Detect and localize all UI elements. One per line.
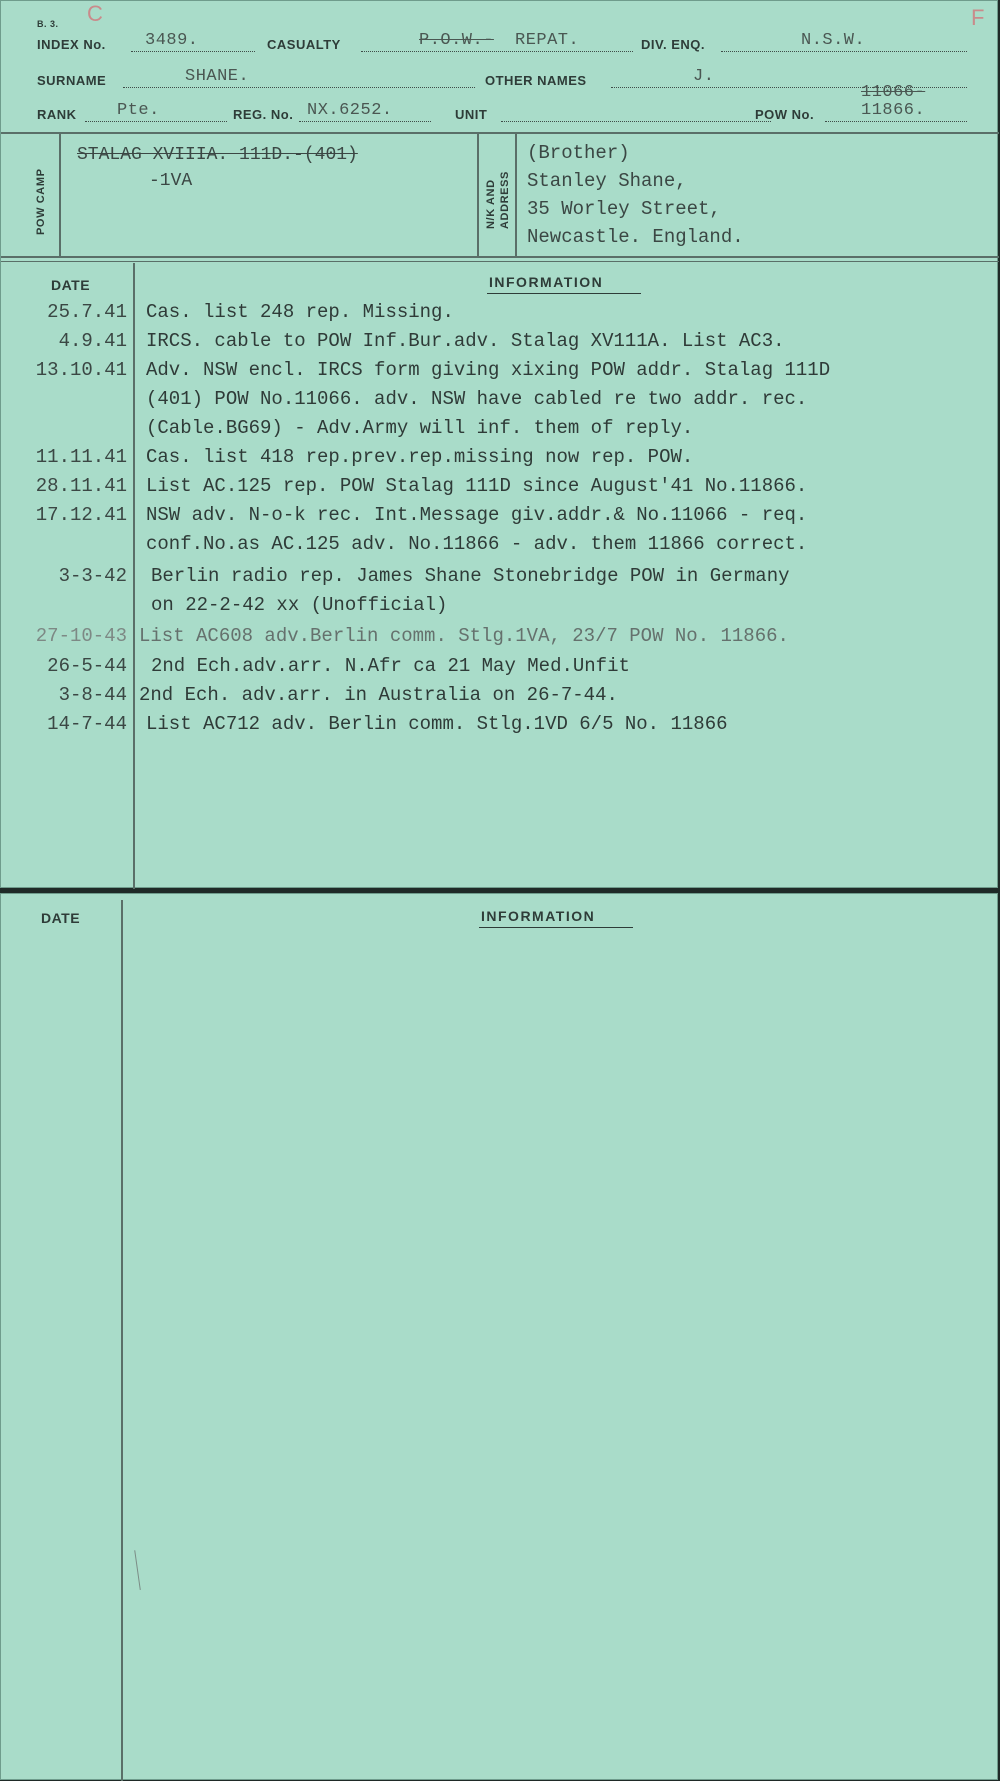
table-row xyxy=(1,475,999,503)
index-label: INDEX No. xyxy=(37,37,106,52)
index-dotline xyxy=(131,51,255,52)
header-row-3 xyxy=(37,83,963,129)
row-text: 2nd Ech.adv.arr. N.Afr ca 21 May Med.Unfit xyxy=(151,655,630,677)
form-code: B. 3. xyxy=(37,19,59,29)
row-text: (401) POW No.11066. adv. NSW have cabled re two addr. rec. xyxy=(146,388,808,410)
reg-no-label: REG. No. xyxy=(233,107,294,122)
rule-camp-nok xyxy=(477,132,479,256)
row-date: 4.9.41 xyxy=(58,330,127,352)
information-header: INFORMATION xyxy=(489,274,604,290)
header-row-1 xyxy=(37,31,963,59)
row-date: 3-8-44 xyxy=(58,684,127,706)
casualty-value: REPAT. xyxy=(515,31,580,50)
nok-line: Newcastle. England. xyxy=(527,226,744,248)
row-date: 14-7-44 xyxy=(47,713,127,735)
row-date: 11.11.41 xyxy=(35,446,127,468)
table-row xyxy=(1,625,999,653)
rank-value: Pte. xyxy=(117,101,160,120)
camp-line-2: -1VA xyxy=(149,171,193,191)
row-date: 3-3-42 xyxy=(58,565,127,587)
table-row-cont xyxy=(1,388,999,416)
table-row xyxy=(1,359,999,387)
rule-nok-label xyxy=(515,132,517,256)
row-date: 28.11.41 xyxy=(35,475,127,497)
rule-under-header xyxy=(1,132,999,134)
row-date: 17.12.41 xyxy=(35,504,127,526)
nok-address xyxy=(527,139,744,251)
pow-no-value: 11866. xyxy=(861,101,926,120)
rank-dotline xyxy=(85,121,227,122)
pencil-mark-left: C xyxy=(87,1,103,26)
pencil-stroke xyxy=(134,1550,143,1590)
other-names-value: J. xyxy=(693,67,715,86)
row-text: (Cable.BG69) - Adv.Army will inf. them of reply. xyxy=(146,417,694,439)
rule-date-column-back xyxy=(121,900,123,1781)
record-card-front xyxy=(0,0,998,888)
reg-no-dotline xyxy=(299,121,431,122)
unit-label: UNIT xyxy=(455,107,488,122)
table-row xyxy=(1,655,999,683)
index-value: 3489. xyxy=(145,31,199,50)
table-row xyxy=(1,713,999,741)
table-row xyxy=(1,330,999,358)
surname-label: SURNAME xyxy=(37,73,107,88)
information-underline-back xyxy=(479,927,633,928)
rule-above-table-2 xyxy=(1,261,999,262)
row-text: List AC712 adv. Berlin comm. Stlg.1VD 6/5 No. 11866 xyxy=(146,713,728,735)
pencil-mark-right: F xyxy=(971,5,985,30)
reg-no-value: NX.6252. xyxy=(307,101,393,120)
row-text: List AC.125 rep. POW Stalag 111D since August'41 No.11866. xyxy=(146,475,808,497)
rank-label: RANK xyxy=(37,107,77,122)
header-row-2 xyxy=(37,67,963,95)
row-text: NSW adv. N-o-k rec. Int.Message giv.addr.& No.11066 - req. xyxy=(146,504,808,526)
table-row xyxy=(1,565,999,593)
row-text: on 22-2-42 xx (Unofficial) xyxy=(151,594,448,616)
camp-struck-line: STALAG XVIIIA. 111D.-(401) xyxy=(77,145,358,165)
row-date: 13.10.41 xyxy=(35,359,127,381)
nok-line: 35 Worley Street, xyxy=(527,198,721,220)
row-text: Cas. list 418 rep.prev.rep.missing now rep. POW. xyxy=(146,446,694,468)
table-row xyxy=(1,301,999,329)
information-underline xyxy=(487,293,641,294)
row-date: 25.7.41 xyxy=(47,301,127,323)
unit-dotline xyxy=(501,121,771,122)
table-row xyxy=(1,446,999,474)
date-header-back: DATE xyxy=(41,910,81,926)
row-date: 27-10-43 xyxy=(35,625,127,647)
row-text: IRCS. cable to POW Inf.Bur.adv. Stalag XV111A. List AC3. xyxy=(146,330,785,352)
table-row-cont xyxy=(1,533,999,561)
table-row-cont xyxy=(1,417,999,445)
table-row xyxy=(1,504,999,532)
row-text: 2nd Ech. adv.arr. in Australia on 26-7-44. xyxy=(139,684,618,706)
div-enq-value: N.S.W. xyxy=(801,31,866,50)
pow-camp-label: POW CAMP xyxy=(35,168,47,235)
nok-line: Stanley Shane, xyxy=(527,170,687,192)
record-card-back xyxy=(0,893,998,1780)
nok-line: (Brother) xyxy=(527,142,630,164)
row-text: Cas. list 248 rep. Missing. xyxy=(146,301,454,323)
table-row-cont xyxy=(1,594,999,622)
row-text: conf.No.as AC.125 adv. No.11866 - adv. them 11866 correct. xyxy=(146,533,808,555)
pow-no-dotline xyxy=(825,121,967,122)
div-enq-dotline xyxy=(721,51,967,52)
row-text: List AC608 adv.Berlin comm. Stlg.1VA, 23/7 POW No. 11866. xyxy=(139,625,789,647)
casualty-label: CASUALTY xyxy=(267,37,341,52)
table-row xyxy=(1,684,999,712)
pow-no-struck: 11066- xyxy=(861,83,926,102)
surname-value: SHANE. xyxy=(185,67,250,86)
casualty-dotline xyxy=(361,51,633,52)
nok-label-2: ADDRESS xyxy=(499,171,511,229)
div-enq-label: DIV. ENQ. xyxy=(641,37,705,52)
rule-camp-label xyxy=(59,132,61,256)
nok-label-1: N/K AND xyxy=(485,179,497,229)
other-names-label: OTHER NAMES xyxy=(485,73,587,88)
row-text: Adv. NSW encl. IRCS form giving xixing POW addr. Stalag 111D xyxy=(146,359,831,381)
rule-above-table xyxy=(1,256,999,258)
casualty-struck: P.O.W.- xyxy=(419,31,494,50)
row-text: Berlin radio rep. James Shane Stonebridge POW in Germany xyxy=(151,565,790,587)
surname-dotline xyxy=(123,87,475,88)
date-header: DATE xyxy=(51,277,91,293)
information-header-back: INFORMATION xyxy=(481,908,596,924)
row-date: 26-5-44 xyxy=(47,655,127,677)
pow-no-label: POW No. xyxy=(755,107,815,122)
